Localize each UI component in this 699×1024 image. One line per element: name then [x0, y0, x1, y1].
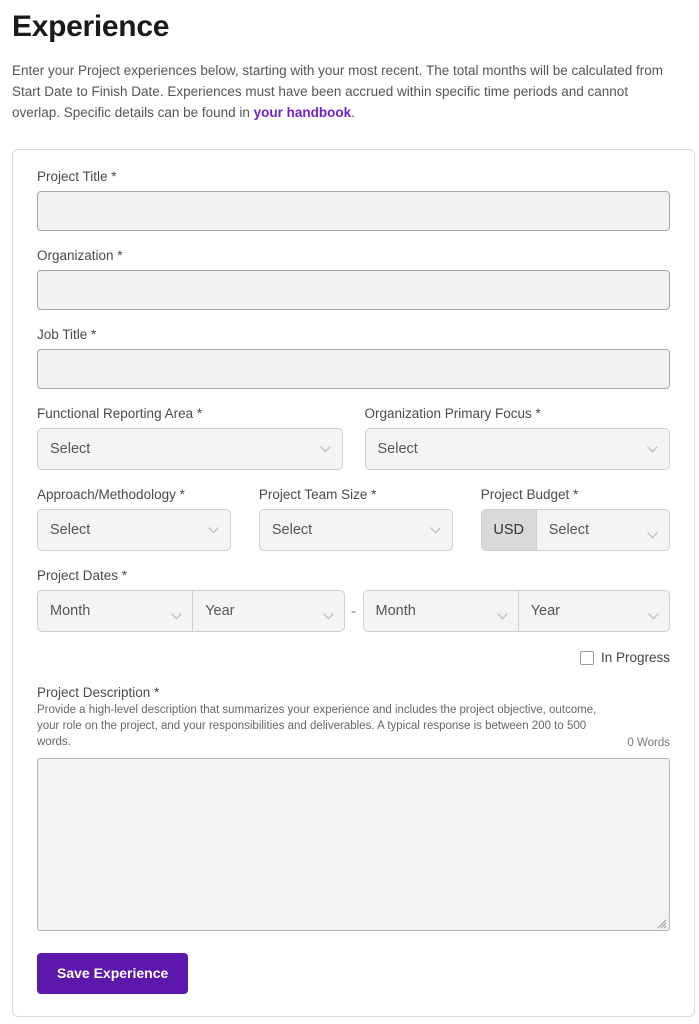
experience-form-card	[12, 149, 695, 1017]
project-description-label: Project Description *	[37, 685, 160, 700]
in-progress-checkbox[interactable]	[580, 651, 594, 665]
field-project-dates	[37, 567, 670, 632]
chevron-down-icon	[171, 608, 182, 615]
start-year-value: Year	[205, 603, 235, 619]
field-approach-methodology	[37, 486, 231, 551]
in-progress-label[interactable]: In Progress	[600, 650, 670, 665]
job-title-label: Job Title *	[37, 327, 97, 342]
project-budget-currency: USD	[482, 510, 537, 550]
start-month-select[interactable]	[38, 591, 193, 631]
project-title-input[interactable]	[37, 191, 670, 231]
intro-text-part2: .	[351, 105, 355, 120]
project-dates-label: Project Dates *	[37, 568, 128, 583]
project-team-size-value: Select	[271, 522, 313, 538]
chevron-down-icon	[208, 527, 219, 534]
resize-handle-icon[interactable]	[655, 916, 667, 928]
field-functional-reporting-area	[37, 405, 343, 470]
start-year-select[interactable]	[193, 591, 343, 631]
field-project-budget	[481, 486, 670, 551]
chevron-down-icon	[647, 446, 658, 453]
chevron-down-icon	[648, 608, 659, 615]
in-progress-row	[37, 650, 670, 665]
job-title-input[interactable]	[37, 349, 670, 389]
save-experience-button[interactable]: Save Experience	[37, 953, 188, 994]
functional-reporting-area-select[interactable]	[37, 428, 343, 470]
project-team-size-select[interactable]	[259, 509, 453, 551]
end-year-value: Year	[530, 603, 561, 619]
field-project-description	[37, 685, 670, 931]
organization-input[interactable]	[37, 270, 670, 310]
end-year-select[interactable]	[519, 591, 669, 631]
organization-label: Organization *	[37, 248, 123, 263]
row-approach-team-budget	[37, 486, 670, 551]
start-month-value: Month	[50, 603, 91, 619]
experience-page	[0, 8, 699, 1017]
project-dates-row	[37, 590, 670, 632]
chevron-down-icon	[647, 527, 658, 534]
approach-methodology-label: Approach/Methodology *	[37, 487, 185, 502]
field-organization-primary-focus	[365, 405, 671, 470]
functional-reporting-area-value: Select	[50, 441, 91, 457]
field-project-title	[37, 168, 670, 231]
chevron-down-icon	[320, 446, 331, 453]
project-budget-value: Select	[548, 522, 590, 538]
field-job-title	[37, 326, 670, 389]
end-month-value: Month	[375, 603, 416, 619]
functional-reporting-area-label: Functional Reporting Area *	[37, 406, 203, 421]
approach-methodology-value: Select	[50, 522, 91, 538]
date-range-separator: -	[351, 602, 356, 620]
project-budget-select[interactable]	[537, 510, 669, 550]
organization-primary-focus-label: Organization Primary Focus *	[364, 406, 541, 421]
chevron-down-icon	[430, 527, 441, 534]
approach-methodology-select[interactable]	[37, 509, 231, 551]
project-team-size-label: Project Team Size *	[258, 487, 377, 502]
chevron-down-icon	[497, 608, 508, 615]
organization-primary-focus-value: Select	[377, 441, 418, 457]
project-title-label: Project Title *	[37, 169, 117, 184]
end-month-select[interactable]	[364, 591, 519, 631]
handbook-link[interactable]: your handbook	[253, 105, 352, 120]
row-reporting-focus	[37, 405, 670, 470]
field-project-team-size	[259, 486, 453, 551]
project-description-helper: Provide a high-level description that summarizes your experience and includes the project objective, outcome, your role on the project, and your responsibilities and deliverables. A typical response is between 200 to 500 words.	[37, 704, 597, 748]
page-title: Experience	[12, 10, 170, 43]
project-budget-label: Project Budget *	[480, 487, 579, 502]
project-budget-group	[481, 509, 670, 551]
end-date-group	[363, 590, 671, 632]
field-organization	[37, 247, 670, 310]
start-date-group	[37, 590, 345, 632]
organization-primary-focus-select[interactable]	[365, 428, 671, 470]
chevron-down-icon	[323, 608, 334, 615]
project-description-header	[37, 702, 670, 750]
word-count: 0 Words	[627, 737, 670, 749]
intro-text-part1: Enter your Project experiences below, starting with your most recent. The total months will be calculated from Start Date to Finish Date. Experiences must have been accrued within specific time periods and cannot overlap. Specific details can be found in	[12, 63, 664, 120]
intro-paragraph	[8, 60, 691, 123]
project-description-textarea[interactable]	[37, 758, 670, 931]
